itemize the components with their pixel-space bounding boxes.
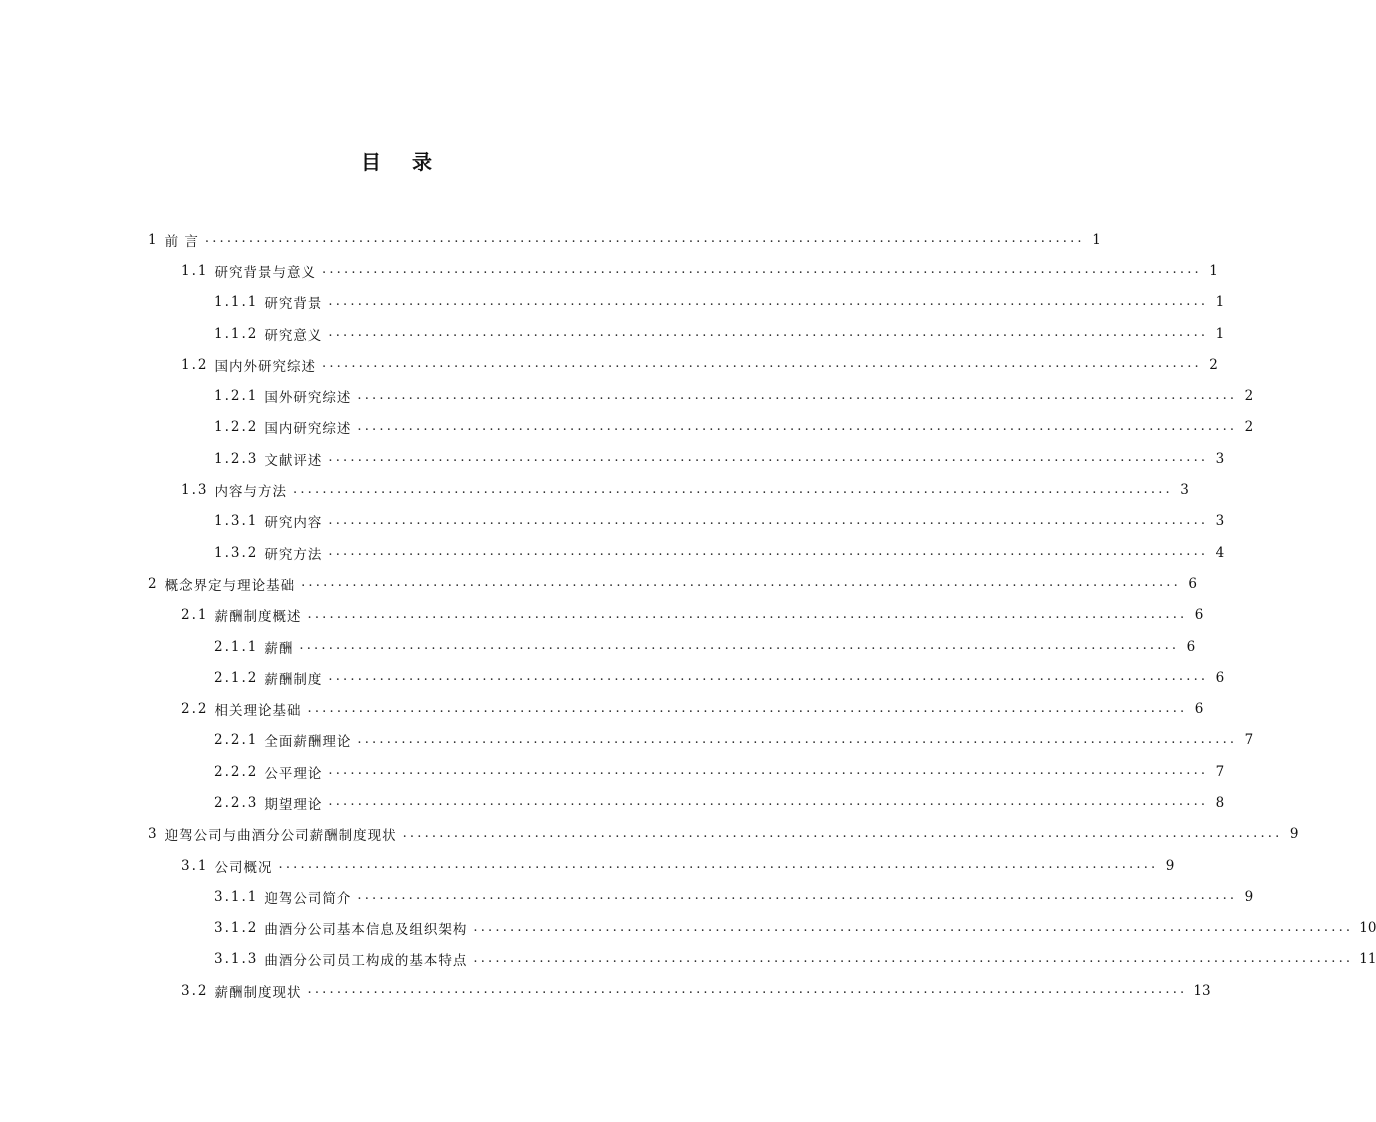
toc-entry-title: 期望理论	[264, 796, 323, 813]
toc-entry-number: 1.2.1	[214, 388, 259, 405]
toc-dot-leader: ........................................................................................................................	[204, 231, 1085, 247]
toc-dot-leader: ........................................................................................................................	[299, 638, 1180, 653]
toc-entry-title: 曲酒分公司员工构成的基本特点	[264, 953, 468, 970]
toc-entry-page-number: 8	[1215, 794, 1225, 811]
toc-entry[interactable]	[148, 725, 1254, 756]
toc-entry-title: 研究内容	[264, 515, 323, 532]
toc-entry[interactable]	[148, 756, 1225, 787]
toc-entry-number: 2	[148, 575, 159, 592]
toc-dot-leader: ........................................................................................................................	[357, 418, 1238, 434]
toc-entry-page-number: 2	[1244, 419, 1254, 436]
toc-entry-page-number: 3	[1215, 450, 1225, 467]
toc-entry-title: 迎驾公司简介	[264, 890, 352, 907]
toc-dot-leader: ........................................................................................................................	[292, 481, 1173, 497]
toc-dot-leader: ........................................................................................................................	[307, 700, 1188, 716]
toc-entry-page-number: 1	[1209, 262, 1218, 279]
toc-entry-page-number: 9	[1165, 857, 1175, 874]
toc-dot-leader: ........................................................................................................................	[328, 794, 1209, 810]
toc-entry-title: 曲酒分公司基本信息及组织架构	[264, 922, 468, 939]
toc-entry[interactable]	[148, 913, 1376, 944]
toc-entry[interactable]	[148, 380, 1254, 411]
toc-entry[interactable]	[148, 819, 1299, 850]
toc-entry-page-number: 6	[1215, 669, 1225, 686]
toc-entry[interactable]	[148, 693, 1204, 724]
toc-dot-leader: ........................................................................................................................	[357, 888, 1238, 904]
toc-entry-page-number: 10	[1359, 920, 1376, 937]
toc-entry-page-number: 6	[1194, 607, 1204, 624]
toc-entry-number: 2.2.2	[214, 763, 259, 780]
toc-entry-title: 薪酬制度	[264, 671, 323, 688]
toc-entry-number: 2.2.3	[214, 794, 259, 811]
toc-entry-number: 2.1.2	[214, 669, 259, 686]
toc-entry[interactable]	[148, 881, 1254, 912]
toc-entry-page-number: 4	[1215, 544, 1225, 561]
toc-entry-number: 2.2.1	[214, 732, 259, 749]
toc-dot-leader: ........................................................................................................................	[321, 356, 1202, 372]
toc-entry-title: 公平理论	[264, 765, 323, 782]
toc-entry-title: 研究背景与意义	[214, 264, 316, 281]
toc-entry-page-number: 2	[1244, 388, 1254, 405]
toc-entry-number: 1.2	[181, 356, 209, 373]
toc-entry-title: 研究背景	[264, 296, 323, 313]
toc-entry-page-number: 3	[1180, 482, 1189, 499]
toc-entry-page-number: 6	[1194, 701, 1204, 718]
toc-entry-page-number: 6	[1188, 575, 1197, 592]
toc-entry-number: 3.1	[181, 857, 209, 874]
toc-entry-number: 3	[148, 826, 159, 843]
toc-dot-leader: ........................................................................................................................	[328, 669, 1209, 685]
toc-entry-number: 1.3.2	[214, 544, 259, 561]
toc-dot-leader: ........................................................................................................................	[357, 387, 1238, 403]
toc-entry-number: 2.2	[181, 701, 209, 718]
toc-entry[interactable]	[148, 255, 1218, 286]
toc-entry-number: 1.1.1	[214, 294, 259, 311]
toc-entry-title: 薪酬制度概述	[214, 609, 302, 626]
toc-entry-number: 2.1	[181, 607, 209, 624]
toc-entry-number: 1.2.2	[214, 419, 259, 436]
toc-dot-leader: ........................................................................................................................	[321, 262, 1202, 278]
toc-entry[interactable]	[148, 944, 1376, 975]
toc-dot-leader: ........................................................................................................................	[328, 763, 1209, 779]
toc-entry-title: 迎驾公司与曲酒分公司薪酬制度现状	[164, 828, 397, 845]
toc-entry-page-number: 7	[1244, 732, 1254, 749]
toc-entry-page-number: 6	[1186, 638, 1196, 655]
toc-dot-leader: ........................................................................................................................	[307, 606, 1188, 622]
page-title: 目 录	[361, 150, 444, 174]
toc-entry-title: 全面薪酬理论	[264, 734, 352, 751]
toc-dot-leader: ........................................................................................................................	[328, 325, 1209, 341]
toc-entry-number: 1.3	[181, 482, 209, 499]
toc-entry-page-number: 1	[1215, 294, 1225, 311]
toc-entry-number: 1.1.2	[214, 325, 259, 342]
toc-entry-page-number: 9	[1244, 888, 1254, 905]
toc-entry-page-number: 7	[1215, 763, 1225, 780]
toc-entry[interactable]	[148, 287, 1225, 318]
toc-entry-page-number: 11	[1359, 951, 1376, 968]
toc-dot-leader: ........................................................................................................................	[278, 857, 1159, 873]
toc-dot-leader: ........................................................................................................................	[328, 544, 1209, 560]
toc-entry-page-number: 3	[1215, 513, 1225, 530]
toc-entry-title: 国内研究综述	[264, 421, 352, 438]
toc-entry-number: 1	[148, 231, 159, 248]
toc-entry-number: 3.1.3	[214, 951, 259, 968]
toc-entry-page-number: 1	[1215, 325, 1225, 342]
toc-entry-title: 薪酬	[264, 640, 294, 657]
toc-entry-title: 国外研究综述	[264, 390, 352, 407]
toc-entry-title: 研究方法	[264, 546, 323, 563]
toc-entry[interactable]	[148, 318, 1225, 349]
toc-entry[interactable]	[148, 600, 1204, 631]
toc-dot-leader: ........................................................................................................................	[357, 731, 1238, 747]
toc-dot-leader: ........................................................................................................................	[402, 825, 1283, 841]
table-of-contents	[148, 224, 1376, 1006]
toc-entry[interactable]	[148, 662, 1225, 693]
toc-entry-title: 概念界定与理论基础	[164, 577, 296, 594]
toc-entry-page-number: 9	[1289, 826, 1299, 843]
toc-entry-title: 前 言	[164, 233, 199, 250]
toc-entry[interactable]	[148, 537, 1225, 568]
toc-dot-leader: ........................................................................................................................	[307, 982, 1188, 998]
toc-entry[interactable]	[148, 224, 1101, 255]
toc-dot-leader: ........................................................................................................................	[473, 950, 1354, 966]
toc-entry[interactable]	[148, 443, 1225, 474]
toc-entry-title: 薪酬制度现状	[214, 984, 302, 1001]
toc-entry-page-number: 1	[1092, 231, 1101, 248]
toc-entry[interactable]	[148, 787, 1225, 818]
toc-dot-leader: ........................................................................................................................	[328, 512, 1209, 528]
toc-entry-number: 1.3.1	[214, 513, 259, 530]
toc-entry-number: 3.2	[181, 982, 209, 999]
toc-entry[interactable]	[148, 975, 1211, 1006]
toc-entry-page-number: 13	[1193, 982, 1211, 999]
toc-entry-title: 相关理论基础	[214, 703, 302, 720]
toc-entry-number: 1.2.3	[214, 450, 259, 467]
toc-entry-number: 2.1.1	[214, 638, 259, 655]
toc-entry-title: 内容与方法	[214, 484, 287, 501]
toc-dot-leader: ........................................................................................................................	[328, 450, 1209, 466]
toc-entry-number: 3.1.2	[214, 920, 259, 937]
toc-entry[interactable]	[148, 474, 1189, 505]
toc-dot-leader: ........................................................................................................................	[473, 919, 1354, 935]
toc-entry-page-number: 2	[1209, 356, 1218, 373]
toc-entry[interactable]	[148, 412, 1254, 443]
toc-dot-leader: ........................................................................................................................	[301, 575, 1181, 591]
toc-dot-leader: ........................................................................................................................	[328, 293, 1209, 309]
toc-entry[interactable]	[148, 568, 1197, 599]
toc-entry-number: 3.1.1	[214, 888, 259, 905]
toc-entry-title: 公司概况	[214, 859, 273, 876]
toc-entry[interactable]	[148, 631, 1196, 662]
toc-entry-title: 国内外研究综述	[214, 358, 316, 375]
toc-entry[interactable]	[148, 850, 1175, 881]
toc-entry-title: 文献评述	[264, 452, 323, 469]
toc-entry[interactable]	[148, 349, 1218, 380]
toc-entry-title: 研究意义	[264, 327, 323, 344]
toc-entry-number: 1.1	[181, 262, 209, 279]
toc-entry[interactable]	[148, 506, 1225, 537]
